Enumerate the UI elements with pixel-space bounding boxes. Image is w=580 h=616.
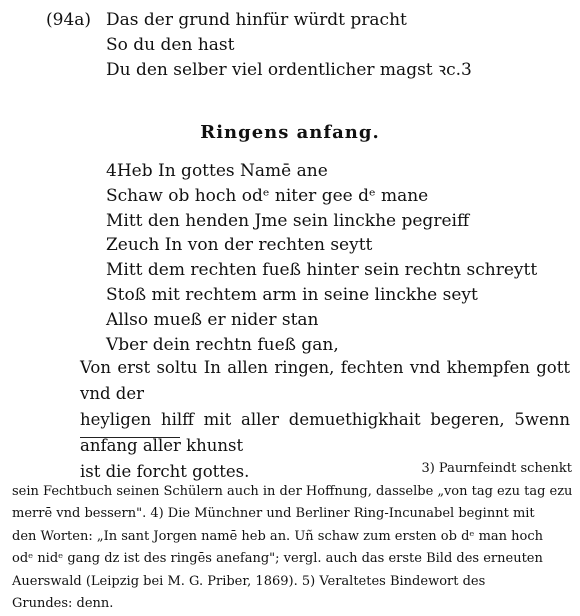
verse-line: Allso mueß er nider stan [106, 309, 319, 330]
verse-line: 4Heb In gottes Namē ane [106, 161, 328, 181]
verse-line: Zeuch In von der rechten seytt [106, 235, 373, 256]
verse-line-text: Das der grund hinfür würdt pracht [106, 10, 407, 30]
verse-line: Vber dein rechtn fueß gan, [106, 334, 339, 355]
footnote-line: merrē vnd bessern". 4) Die Münchner und Berliner Ring-Incunabel beginnt mit [12, 506, 535, 521]
top-verse [46, 8, 566, 83]
verse-line-text: So du den hast [106, 35, 235, 55]
verse-line: Schaw ob hoch odᵉ niter gee dᵉ mane [106, 185, 429, 206]
footnote-line: den Worten: „In sant Jorgen namē heb an. Uñ schaw zum ersten ob dᵉ man hoch [12, 528, 544, 544]
footnote-line: 3) Paurnfeindt schenkt [421, 461, 572, 476]
footnotes [12, 458, 572, 616]
verse-line: Mitt dem rechten fueß hinter sein rechtn schreytt [106, 260, 538, 281]
footnote-line: Auerswald (Leipzig bei M. G. Priber, 1869). 5) Veraltetes Bindewort des [12, 573, 486, 589]
main-verse [106, 159, 566, 357]
footnote-line: Grundes: denn. [12, 596, 114, 611]
verse-line [46, 58, 566, 83]
prose-line: heyligen hilff mit aller demuethigkhait begeren, 5wenn anfang aller khunst [80, 410, 570, 455]
prose-line: ist die forcht gottes. [80, 462, 250, 481]
verse-line-text: Du den selber viel ordentlicher magst ꝛc.3 [106, 60, 472, 80]
section-heading: Ringens anfang. [200, 122, 380, 143]
verse-line: Stoß mit rechtem arm in seine linckhe seyt [106, 284, 478, 305]
footnote-line: odᵉ nidᵉ gang dz ist des ringēs anefang"; vergl. auch das erste Bild des erneuten [12, 551, 543, 566]
verse-line [46, 8, 566, 33]
prose-line: Von erst soltu In allen ringen, fechten vnd khempfen gott vnd der [80, 358, 570, 403]
verse-number: (94a) [46, 10, 92, 30]
footnote-line: sein Fechtbuch seinen Schülern auch in der Hoffnung, dasselbe „von tag ezu tag ezu [12, 483, 573, 499]
verse-line: Mitt den henden Jme sein linckhe pegreiff [106, 210, 470, 231]
verse-line [46, 33, 566, 58]
footnote-divider [80, 437, 180, 438]
